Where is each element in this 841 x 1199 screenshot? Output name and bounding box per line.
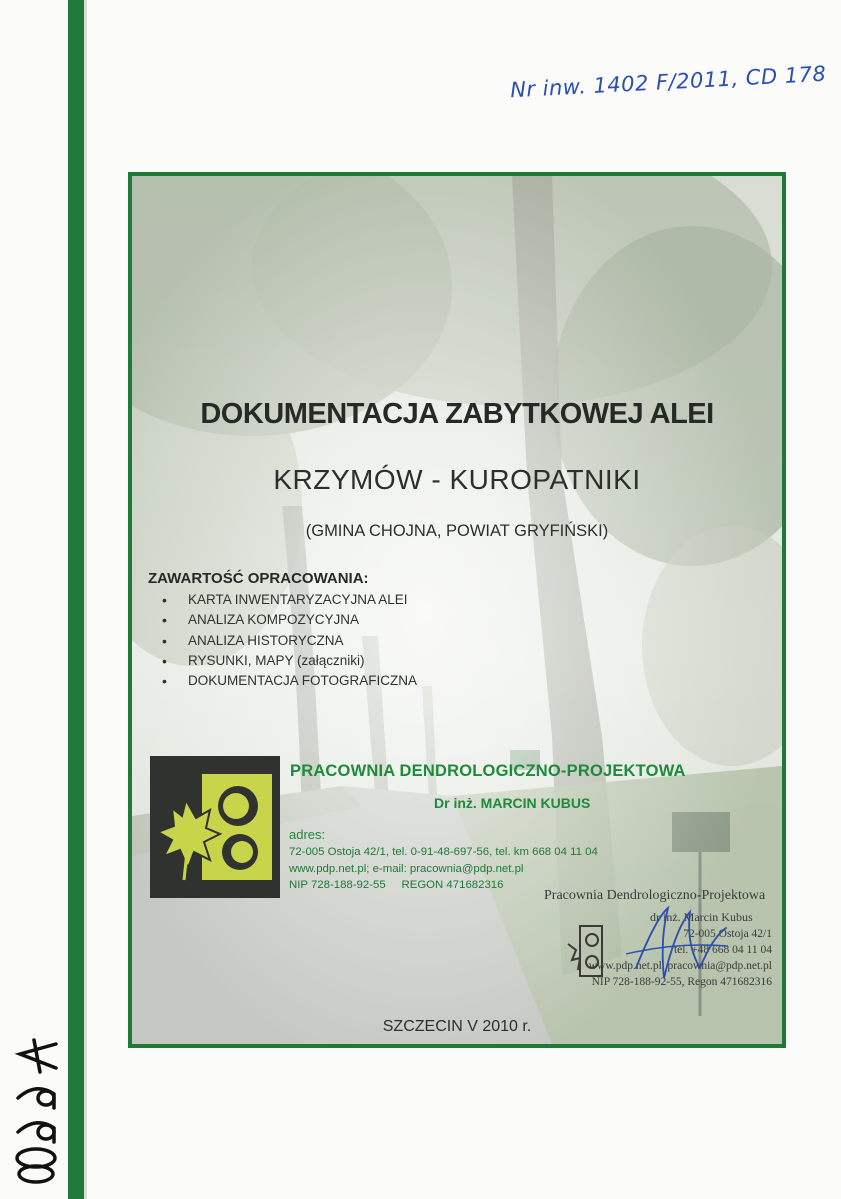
address-line: 72-005 Ostoja 42/1, tel. 0-91-48-697-56, tel. km 668 04 11 04 bbox=[289, 846, 598, 858]
green-binding-stripe bbox=[68, 0, 84, 1199]
list-item: • RYSUNKI, MAPY (załączniki) bbox=[158, 651, 417, 671]
stamp-line: www.pdp.net.pl, pracownia@pdp.net.pl bbox=[588, 960, 772, 972]
handwritten-side-number bbox=[6, 1024, 66, 1194]
document-title: DOKUMENTACJA ZABYTKOWEJ ALEI bbox=[200, 398, 714, 430]
contact-line: www.pdp.net.pl; e-mail: pracownia@pdp.net.pl bbox=[289, 862, 524, 875]
company-name: PRACOWNIA DENDROLOGICZNO-PROJEKTOWA bbox=[290, 762, 686, 780]
stamp-logo bbox=[564, 920, 606, 982]
list-item: • DOKUMENTACJA FOTOGRAFICZNA bbox=[158, 671, 417, 691]
tax-id-line: NIP 728-188-92-55 REGON 471682316 bbox=[289, 879, 504, 892]
contents-heading: ZAWARTOŚĆ OPRACOWANIA: bbox=[148, 570, 369, 587]
signature bbox=[616, 898, 736, 986]
address-label: adres: bbox=[289, 827, 326, 842]
stamp-line: tel. +48 668 04 11 04 bbox=[673, 944, 772, 956]
cover-content bbox=[132, 176, 782, 1044]
list-item: • ANALIZA KOMPOZYCYJNA bbox=[158, 610, 417, 630]
company-person: Dr inż. MARCIN KUBUS bbox=[434, 795, 591, 811]
stamp-org: Pracownia Dendrologiczno-Projektowa bbox=[544, 888, 766, 903]
handwritten-inventory-note: Nr inw. 1402 F/2011, CD 178 bbox=[509, 61, 827, 103]
list-item: • KARTA INWENTARYZACYJNA ALEI bbox=[158, 590, 417, 610]
stamp-line: NIP 728-188-92-55, Regon 471682316 bbox=[591, 976, 772, 988]
location-line: (GMINA CHOJNA, POWIAT GRYFIŃSKI) bbox=[305, 522, 609, 540]
place-and-date: SZCZECIN V 2010 r. bbox=[382, 1018, 532, 1035]
cover-frame bbox=[128, 172, 786, 1048]
list-item: • ANALIZA HISTORYCZNA bbox=[158, 631, 417, 651]
stamp-name: dr inż. Marcin Kubus bbox=[650, 910, 753, 924]
company-logo bbox=[150, 756, 280, 898]
address-block bbox=[289, 844, 598, 894]
document-subtitle: KRZYMÓW - KUROPATNIKI bbox=[273, 464, 641, 495]
stamp-line: 72-005 Ostoja 42/1 bbox=[683, 928, 772, 940]
contents-list bbox=[158, 590, 417, 691]
binding-strip bbox=[0, 0, 70, 1199]
